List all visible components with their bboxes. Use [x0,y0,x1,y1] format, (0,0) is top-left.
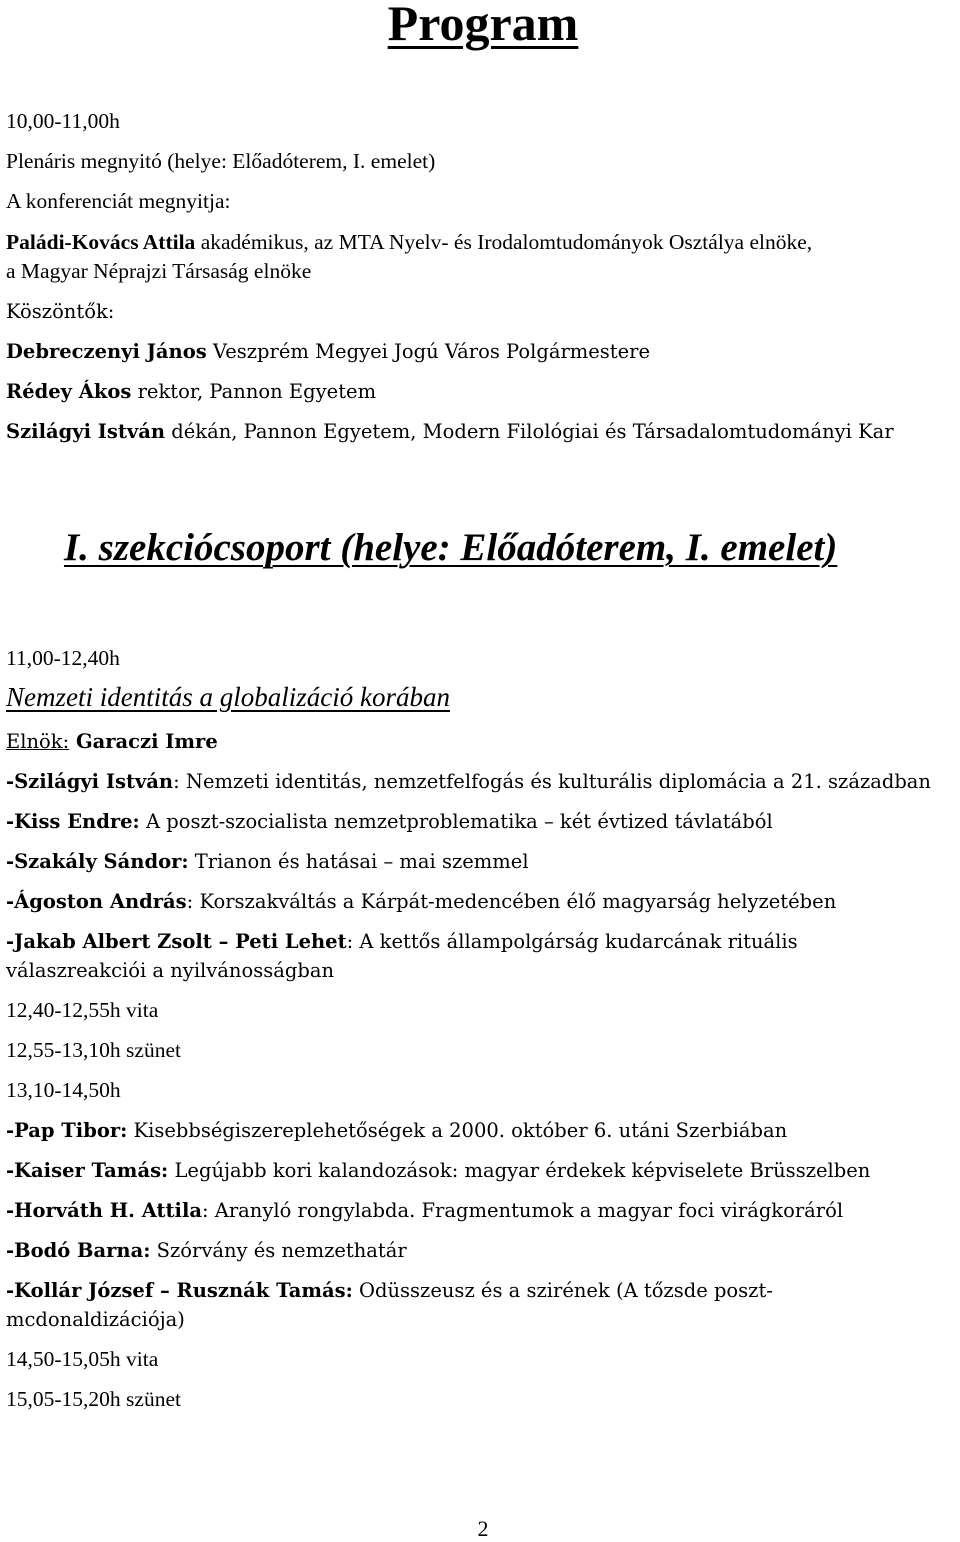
debate-time: 14,50-15,05h vita [6,1347,159,1371]
greeter-name: Szilágyi István [6,420,166,443]
talk-item [6,1236,956,1265]
talk-title: Szórvány és nemzethatár [156,1239,407,1262]
talk-title: A kettős állampolgárság kudarcának rituális [359,930,798,953]
talk-separator: : [186,890,200,913]
talk-item [6,887,956,916]
opened-by-label: A konferenciát megnyitja: [6,189,231,213]
talk-speaker: -Szakály Sándor: [6,850,189,873]
opening-time: 10,00-11,00h [6,109,120,133]
greeter-line [6,337,956,366]
talk-title: Nemzeti identitás, nemzetfelfogás és kulturális diplomácia a 21. században [185,770,931,793]
talk-title: Kisebbségiszereplehetőségek a 2000. október 6. utáni Szerbiában [133,1119,788,1142]
chair-line [6,727,956,756]
greeter-role: rektor, Pannon Egyetem [131,380,377,403]
talk-item [6,847,956,876]
debate-time: 12,40-12,55h vita [6,998,159,1022]
talk-speaker: -Horváth H. Attila [6,1199,202,1222]
chair-name: Garaczi Imre [69,730,218,753]
page-number: 2 [477,1516,489,1541]
break-time: 15,05-15,20h szünet [6,1387,181,1411]
greeter-name: Rédey Ákos [6,380,132,403]
talk-item [6,1156,956,1185]
greeter-role: dékán, Pannon Egyetem, Modern Filológiai és Társadalomtudományi Kar [165,420,894,443]
session-time: 13,10-14,50h [6,1078,121,1102]
talk-title: Aranyló rongylabda. Fragmentumok a magyar foci virágkoráról [214,1199,844,1222]
opener-role: akadémikus, az MTA Nyelv- és Irodalomtudományok Osztálya elnöke, [195,230,813,254]
talk-item [6,1276,956,1305]
talk-item [6,927,956,956]
talk-item [6,1116,956,1145]
opener-role-line-2: a Magyar Néprajzi Társaság elnöke [6,259,312,283]
talk-speaker: -Kiss Endre: [6,810,140,833]
greeter-name: Debreczenyi János [6,340,207,363]
talk-title: Legújabb kori kalandozások: magyar érdekek képviselete Brüsszelben [174,1159,871,1182]
talk-title-continued: mcdonaldizációja) [6,1308,185,1331]
session-title: Nemzeti identitás a globalizáció korában [6,682,450,712]
talk-item [6,767,956,796]
talk-title: Korszakváltás a Kárpát-medencében élő magyarság helyzetében [199,890,837,913]
talk-title: A poszt-szocialista nemzetproblematika – két évtized távlatából [145,810,773,833]
talk-speaker: -Jakab Albert Zsolt – Peti Lehet [6,930,347,953]
talk-speaker: -Kaiser Tamás: [6,1159,169,1182]
talk-speaker: -Bodó Barna: [6,1239,151,1262]
greeter-line [6,377,956,406]
greeter-line [6,417,956,446]
chair-label: Elnök: [6,730,70,753]
talk-item [6,1196,956,1225]
talk-title-continued: válaszreakciói a nyilvánosságban [6,959,335,982]
session-time: 11,00-12,40h [6,646,120,670]
talk-speaker: -Szilágyi István [6,770,174,793]
talk-speaker: -Kollár József – Rusznák Tamás: [6,1279,353,1302]
talk-separator: : [173,770,186,793]
talk-title: Odüsszeusz és a szirének (A tőzsde poszt- [359,1279,773,1302]
talk-item [6,807,956,836]
opener-line [6,228,956,257]
opener-name: Paládi-Kovács Attila [6,230,196,254]
talk-speaker: -Ágoston András [6,890,187,913]
greeter-role: Veszprém Megyei Jogú Város Polgármestere [206,340,651,363]
talk-separator: : [202,1199,215,1222]
greeters-label: Köszöntők: [6,300,115,323]
plenary-line: Plenáris megnyitó (helye: Előadóterem, I. emelet) [6,149,436,173]
break-time: 12,55-13,10h szünet [6,1038,181,1062]
section-title: I. szekciócsoport (helye: Előadóterem, I. emelet) [64,526,838,569]
talk-title: Trianon és hatásai – mai szemmel [194,850,529,873]
page-title: Program [387,0,579,51]
talk-separator: : [346,930,360,953]
talk-speaker: -Pap Tibor: [6,1119,128,1142]
